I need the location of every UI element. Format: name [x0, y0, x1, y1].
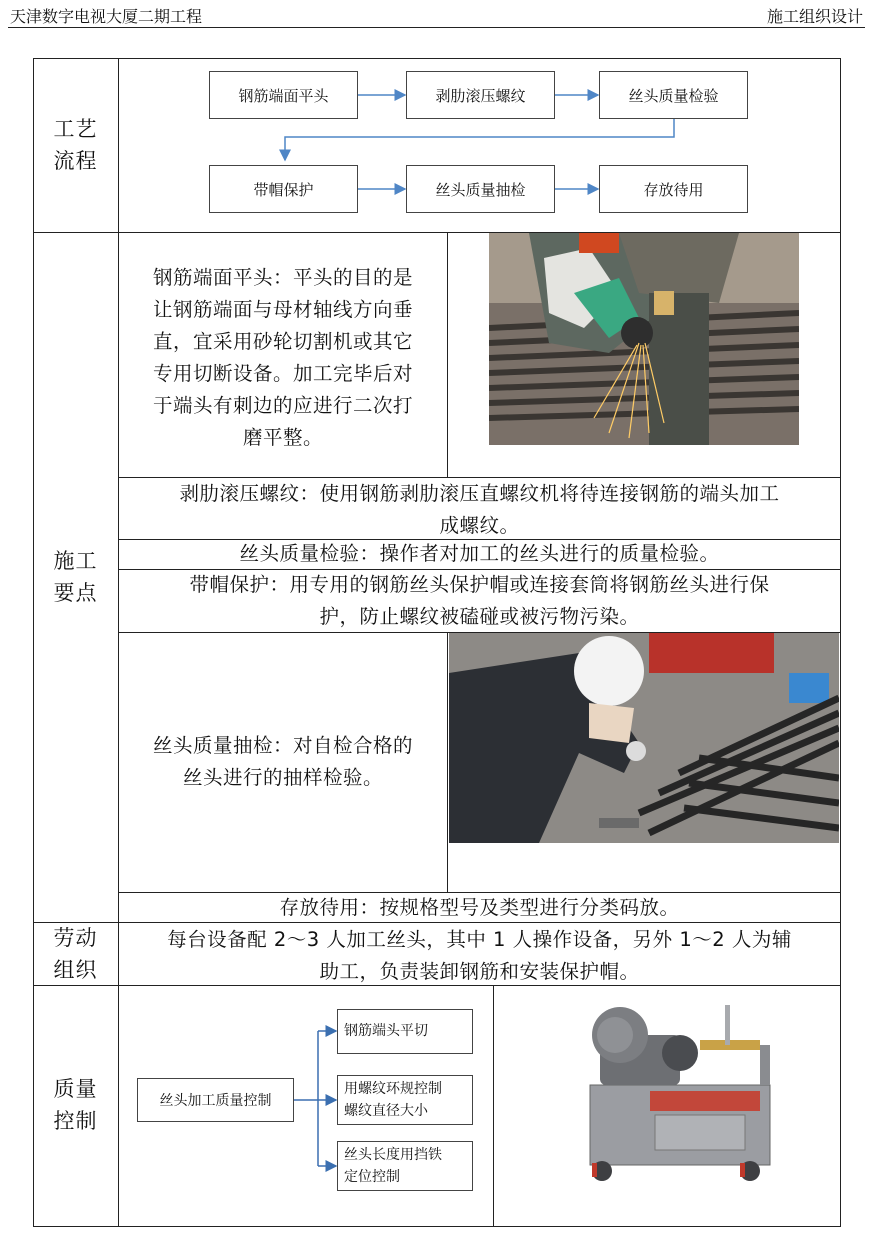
flow-step-5: 丝头质量抽检: [406, 165, 555, 213]
point-rib-rolling: 剥肋滚压螺纹：使用钢筋剥肋滚压直螺纹机将待连接钢筋的端头加工 成螺纹。: [179, 482, 780, 537]
flow-step-6: 存放待用: [599, 165, 748, 213]
labor-label: 劳动 组织: [53, 926, 98, 982]
point-cap-protection: 带帽保护：用专用的钢筋丝头保护帽或连接套筒将钢筋丝头进行保 护，防止螺纹被磕碰或被污物污染。: [189, 573, 770, 628]
threading-machine-photo: [560, 995, 780, 1187]
quality-label: 质量 控制: [53, 1077, 98, 1133]
flow-step-4: 带帽保护: [209, 165, 358, 213]
document-title: 施工组织设计: [766, 7, 863, 26]
point-sampling-inspection: 丝头质量抽检：对自检合格的 丝头进行的抽样检验。: [152, 734, 413, 789]
flow-step-1: 钢筋端面平头: [209, 71, 358, 119]
flow-step-3: 丝头质量检验: [599, 71, 748, 119]
points-label: 施工 要点: [53, 549, 98, 605]
inspection-photo: [449, 633, 839, 843]
quality-branch-1: 钢筋端头平切: [337, 1009, 473, 1054]
labor-text: 每台设备配 2～3 人加工丝头，其中 1 人操作设备，另外 1～2 人为辅 助工，负责装卸钢筋和安装保护帽。: [167, 928, 792, 983]
project-title: 天津数字电视大厦二期工程: [10, 7, 203, 26]
flow-label: 工艺 流程: [53, 117, 98, 173]
grinding-photo: [489, 233, 799, 445]
point-thread-inspection: 丝头质量检验：操作者对加工的丝头进行的质量检验。: [239, 542, 720, 565]
quality-branch-3: 丝头长度用挡铁 定位控制: [337, 1141, 473, 1191]
quality-root: 丝头加工质量控制: [137, 1078, 294, 1122]
point-storage: 存放待用：按规格型号及类型进行分类码放。: [279, 896, 680, 919]
flow-step-2: 剥肋滚压螺纹: [406, 71, 555, 119]
point-flat-head: 钢筋端面平头：平头的目的是 让钢筋端面与母材轴线方向垂 直，宜采用砂轮切割机或其它 专用切断设备。加工完毕后对 于端头有刺边的应进行二次打 磨平整。: [152, 266, 413, 449]
quality-branch-2: 用螺纹环规控制 螺纹直径大小: [337, 1075, 473, 1125]
